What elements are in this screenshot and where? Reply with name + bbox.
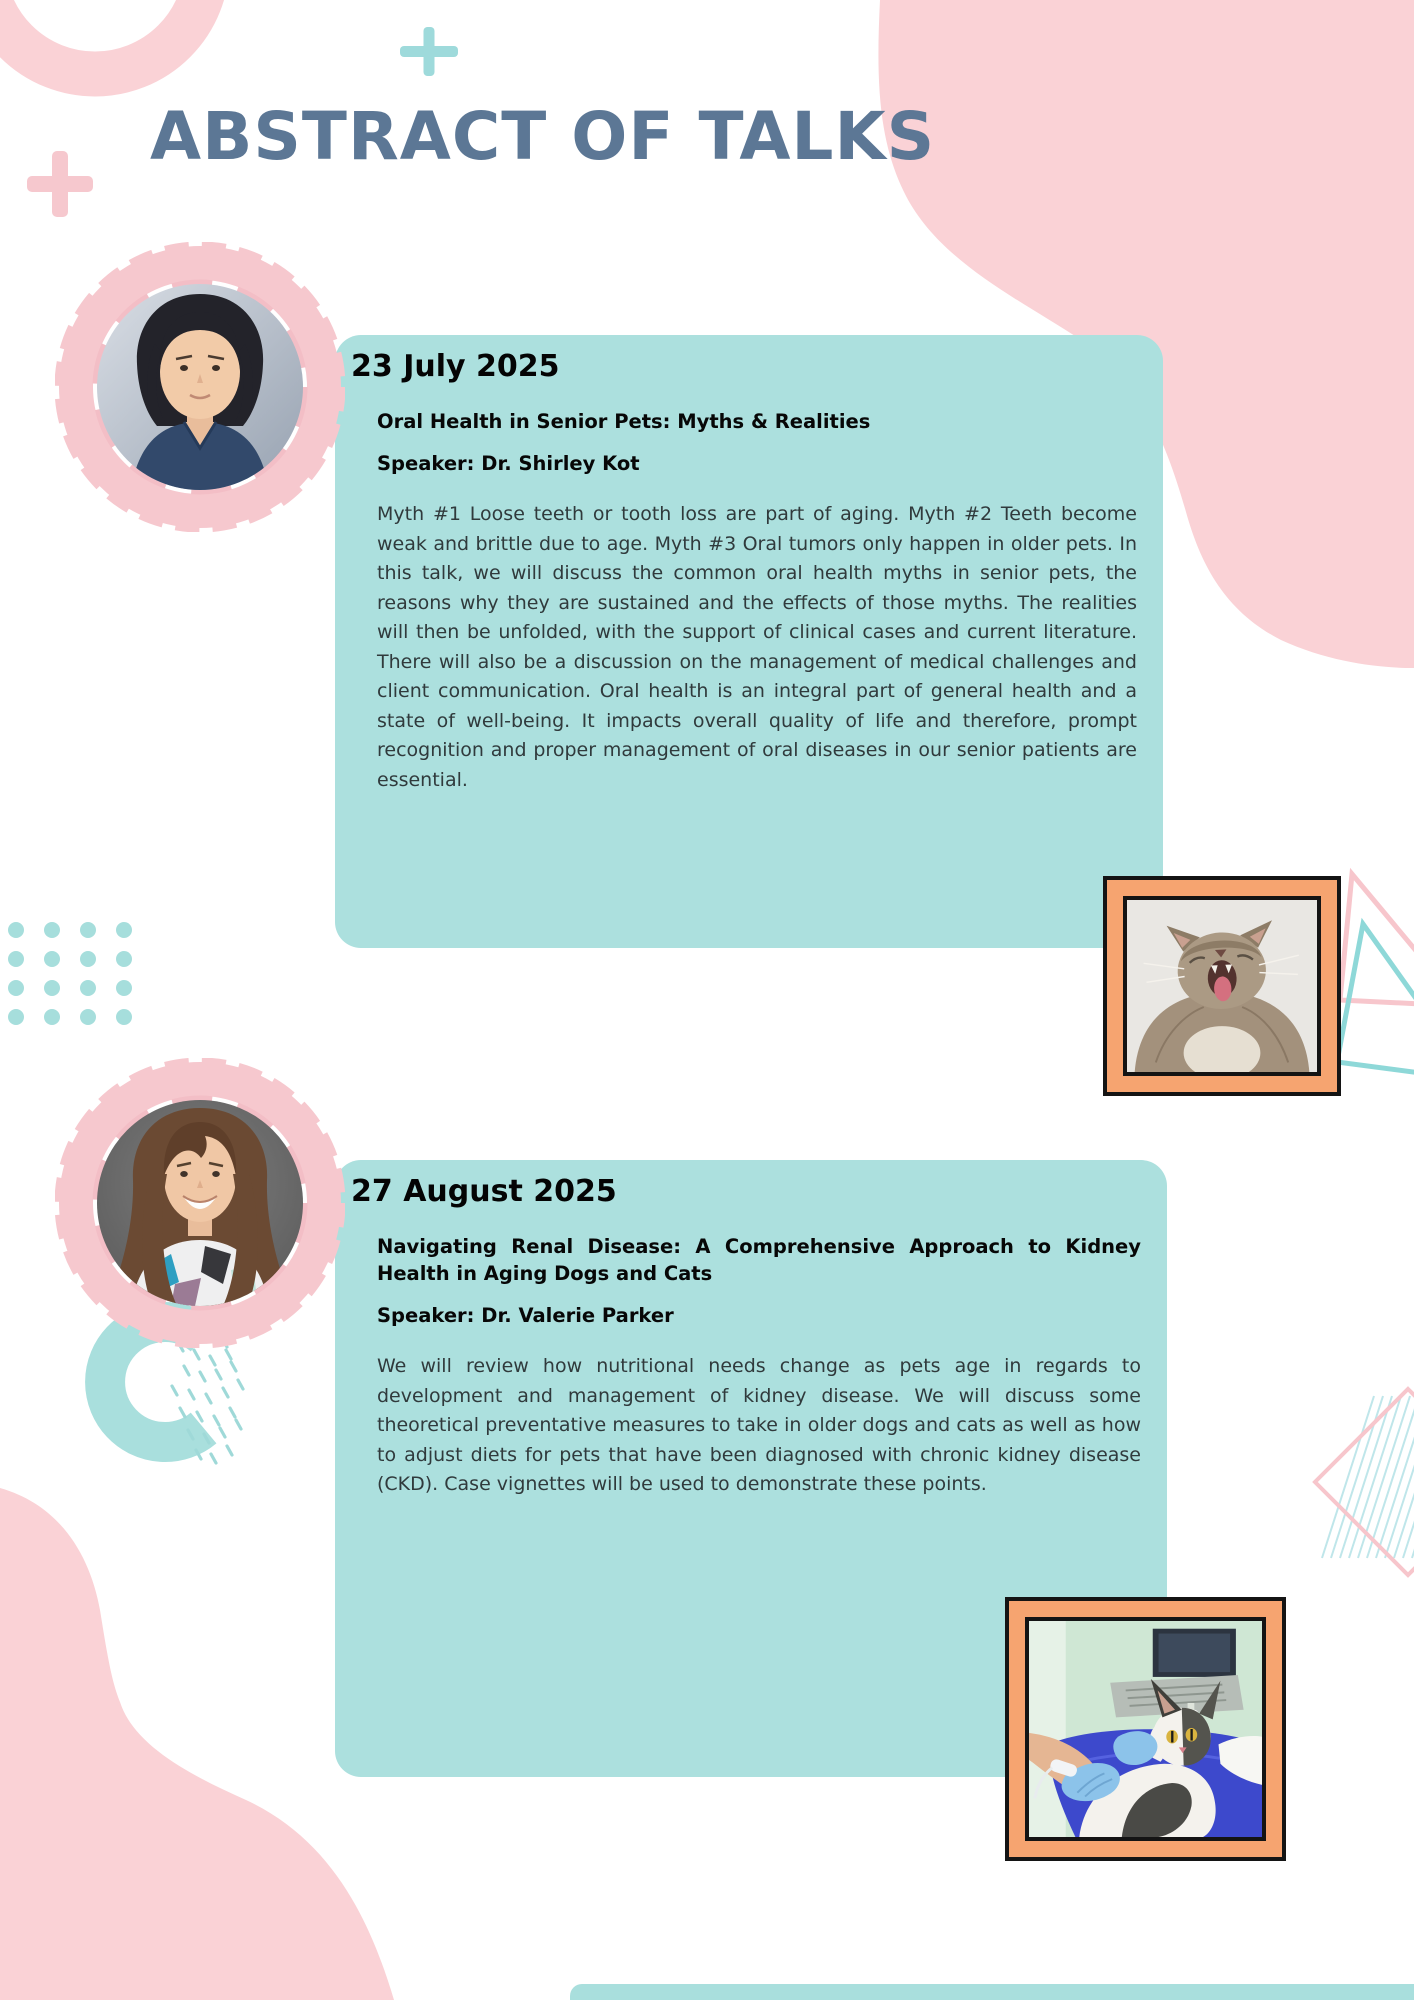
speaker-1-avatar xyxy=(55,242,345,532)
cat-ultrasound-photo xyxy=(1025,1617,1266,1841)
talk-card-1 xyxy=(335,335,1163,948)
cat-yawning-photo xyxy=(1123,896,1321,1076)
talk-1-speaker: Speaker: Dr. Shirley Kot xyxy=(377,452,640,475)
talk-2-date: 27 August 2025 xyxy=(351,1174,617,1209)
talk-1-title: Oral Health in Senior Pets: Myths & Realities xyxy=(377,410,871,433)
bottom-teal-bar xyxy=(570,1984,1414,2000)
cat-photo-1-frame xyxy=(1103,876,1341,1096)
speaker-1-photo xyxy=(97,284,303,490)
diamond-hatch-decoration xyxy=(1315,1389,1414,1575)
speaker-2-avatar xyxy=(55,1058,345,1348)
talk-1-date: 23 July 2025 xyxy=(351,349,560,384)
talk-2-abstract: We will review how nutritional needs change as pets age in regards to development and management of kidney disease. We will discuss some theoretical preventative measures to take in older dogs and cats as well as how to adjust diets for pets that have been diagnosed with chronic kidney disease (CKD). Case vignettes will be used to demonstrate these points. xyxy=(377,1355,1141,1495)
talk-2-title: Navigating Renal Disease: A Comprehensive Approach to Kidney Health in Aging Dogs and Cats xyxy=(377,1235,1141,1285)
speaker-2-photo xyxy=(97,1100,303,1306)
cat-photo-2-frame xyxy=(1005,1597,1286,1861)
teal-dots-grid xyxy=(8,922,132,1025)
triangle-decorations xyxy=(1337,874,1414,1080)
talk-2-speaker: Speaker: Dr. Valerie Parker xyxy=(377,1304,674,1327)
pink-ring-decoration xyxy=(0,0,207,74)
page-title: ABSTRACT OF TALKS xyxy=(150,98,936,175)
talk-1-abstract: Myth #1 Loose teeth or tooth loss are part of aging. Myth #2 Teeth become weak and brittle due to age. Myth #3 Oral tumors only happen in older pets. In this talk, we will discuss the common oral health myths in senior pets, the reasons why they are sustained and the effects of those myths. The realities will then be unfolded, with the support of clinical cases and current literature. There will also be a discussion on the management of medical challenges and client communication. Oral health is an integral part of general health and a state of well-being. It impacts overall quality of life and therefore, prompt recognition and proper management of oral diseases in our senior patients are essential. xyxy=(377,503,1137,791)
pink-plus-icon xyxy=(27,151,93,217)
teal-plus-icon xyxy=(400,27,458,76)
